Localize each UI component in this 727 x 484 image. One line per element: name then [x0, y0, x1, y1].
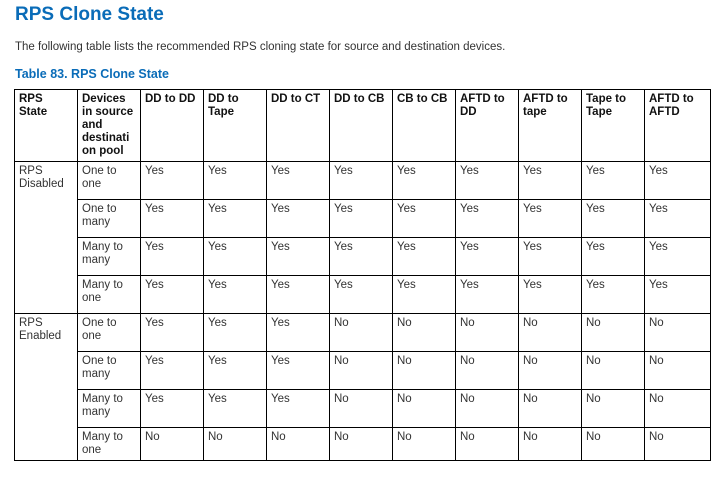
table-row: [15, 390, 711, 428]
value-cell: Yes: [519, 200, 582, 238]
rps-clone-state-table: [14, 89, 711, 461]
value-cell: No: [330, 428, 393, 461]
pool-cell: One to one: [78, 162, 141, 200]
value-cell: Yes: [267, 314, 330, 352]
value-cell: Yes: [582, 238, 645, 276]
value-cell: Yes: [645, 162, 711, 200]
value-cell: No: [582, 390, 645, 428]
value-cell: Yes: [582, 200, 645, 238]
value-cell: No: [456, 390, 519, 428]
header-cb-to-cb: CB to CB: [393, 90, 456, 162]
header-dd-to-cb: DD to CB: [330, 90, 393, 162]
value-cell: No: [330, 390, 393, 428]
value-cell: No: [645, 314, 711, 352]
value-cell: Yes: [267, 390, 330, 428]
header-devices-pool: Devices in source and destinati on pool: [78, 90, 141, 162]
value-cell: Yes: [141, 238, 204, 276]
pool-cell: Many to one: [78, 276, 141, 314]
value-cell: No: [393, 352, 456, 390]
header-row: [15, 90, 711, 162]
value-cell: No: [393, 314, 456, 352]
header-aftd-to-aftd: AFTD to AFTD: [645, 90, 711, 162]
value-cell: No: [456, 314, 519, 352]
pool-cell: One to many: [78, 200, 141, 238]
value-cell: Yes: [141, 200, 204, 238]
value-cell: Yes: [519, 162, 582, 200]
value-cell: No: [393, 428, 456, 461]
pool-cell: One to one: [78, 314, 141, 352]
value-cell: Yes: [267, 162, 330, 200]
value-cell: No: [456, 428, 519, 461]
value-cell: Yes: [393, 162, 456, 200]
table-row: [15, 428, 711, 461]
header-rps-state: RPS State: [15, 90, 78, 162]
value-cell: Yes: [330, 276, 393, 314]
pool-cell: Many to many: [78, 390, 141, 428]
rps-state-cell: RPS Enabled: [15, 314, 78, 461]
value-cell: Yes: [204, 276, 267, 314]
page-title: RPS Clone State: [15, 4, 164, 25]
value-cell: No: [519, 314, 582, 352]
value-cell: No: [267, 428, 330, 461]
value-cell: Yes: [141, 352, 204, 390]
value-cell: Yes: [204, 390, 267, 428]
value-cell: Yes: [141, 276, 204, 314]
table-row: [15, 276, 711, 314]
value-cell: Yes: [582, 276, 645, 314]
header-aftd-to-dd: AFTD to DD: [456, 90, 519, 162]
value-cell: Yes: [393, 276, 456, 314]
table-row: [15, 238, 711, 276]
value-cell: Yes: [330, 238, 393, 276]
value-cell: Yes: [456, 238, 519, 276]
value-cell: Yes: [519, 238, 582, 276]
value-cell: Yes: [267, 352, 330, 390]
value-cell: No: [141, 428, 204, 461]
value-cell: Yes: [204, 200, 267, 238]
value-cell: No: [582, 314, 645, 352]
value-cell: No: [519, 390, 582, 428]
value-cell: Yes: [267, 276, 330, 314]
value-cell: Yes: [204, 314, 267, 352]
value-cell: Yes: [141, 390, 204, 428]
value-cell: Yes: [582, 162, 645, 200]
value-cell: No: [330, 352, 393, 390]
value-cell: Yes: [645, 238, 711, 276]
table-row: [15, 352, 711, 390]
header-tape-to-tape: Tape to Tape: [582, 90, 645, 162]
table-row: [15, 200, 711, 238]
value-cell: No: [456, 352, 519, 390]
table-caption: Table 83. RPS Clone State: [15, 67, 169, 81]
pool-cell: Many to many: [78, 238, 141, 276]
value-cell: Yes: [456, 200, 519, 238]
value-cell: Yes: [141, 314, 204, 352]
value-cell: No: [645, 352, 711, 390]
value-cell: No: [582, 352, 645, 390]
pool-cell: Many to one: [78, 428, 141, 461]
value-cell: No: [582, 428, 645, 461]
value-cell: Yes: [204, 352, 267, 390]
header-aftd-to-tape: AFTD to tape: [519, 90, 582, 162]
value-cell: Yes: [645, 276, 711, 314]
intro-text: The following table lists the recommended RPS cloning state for source and destination devices.: [15, 41, 506, 53]
value-cell: Yes: [204, 162, 267, 200]
value-cell: Yes: [330, 200, 393, 238]
value-cell: Yes: [267, 238, 330, 276]
header-dd-to-ct: DD to CT: [267, 90, 330, 162]
value-cell: Yes: [141, 162, 204, 200]
value-cell: Yes: [204, 238, 267, 276]
value-cell: No: [645, 390, 711, 428]
value-cell: No: [204, 428, 267, 461]
value-cell: No: [519, 428, 582, 461]
value-cell: Yes: [519, 276, 582, 314]
value-cell: Yes: [456, 162, 519, 200]
value-cell: Yes: [267, 200, 330, 238]
rps-state-cell: RPS Disabled: [15, 162, 78, 314]
table-row: [15, 162, 711, 200]
value-cell: Yes: [330, 162, 393, 200]
value-cell: Yes: [393, 238, 456, 276]
pool-cell: One to many: [78, 352, 141, 390]
value-cell: No: [645, 428, 711, 461]
value-cell: No: [393, 390, 456, 428]
table-row: [15, 314, 711, 352]
header-dd-to-dd: DD to DD: [141, 90, 204, 162]
value-cell: Yes: [393, 200, 456, 238]
header-dd-to-tape: DD to Tape: [204, 90, 267, 162]
value-cell: Yes: [456, 276, 519, 314]
value-cell: Yes: [645, 200, 711, 238]
value-cell: No: [519, 352, 582, 390]
value-cell: No: [330, 314, 393, 352]
